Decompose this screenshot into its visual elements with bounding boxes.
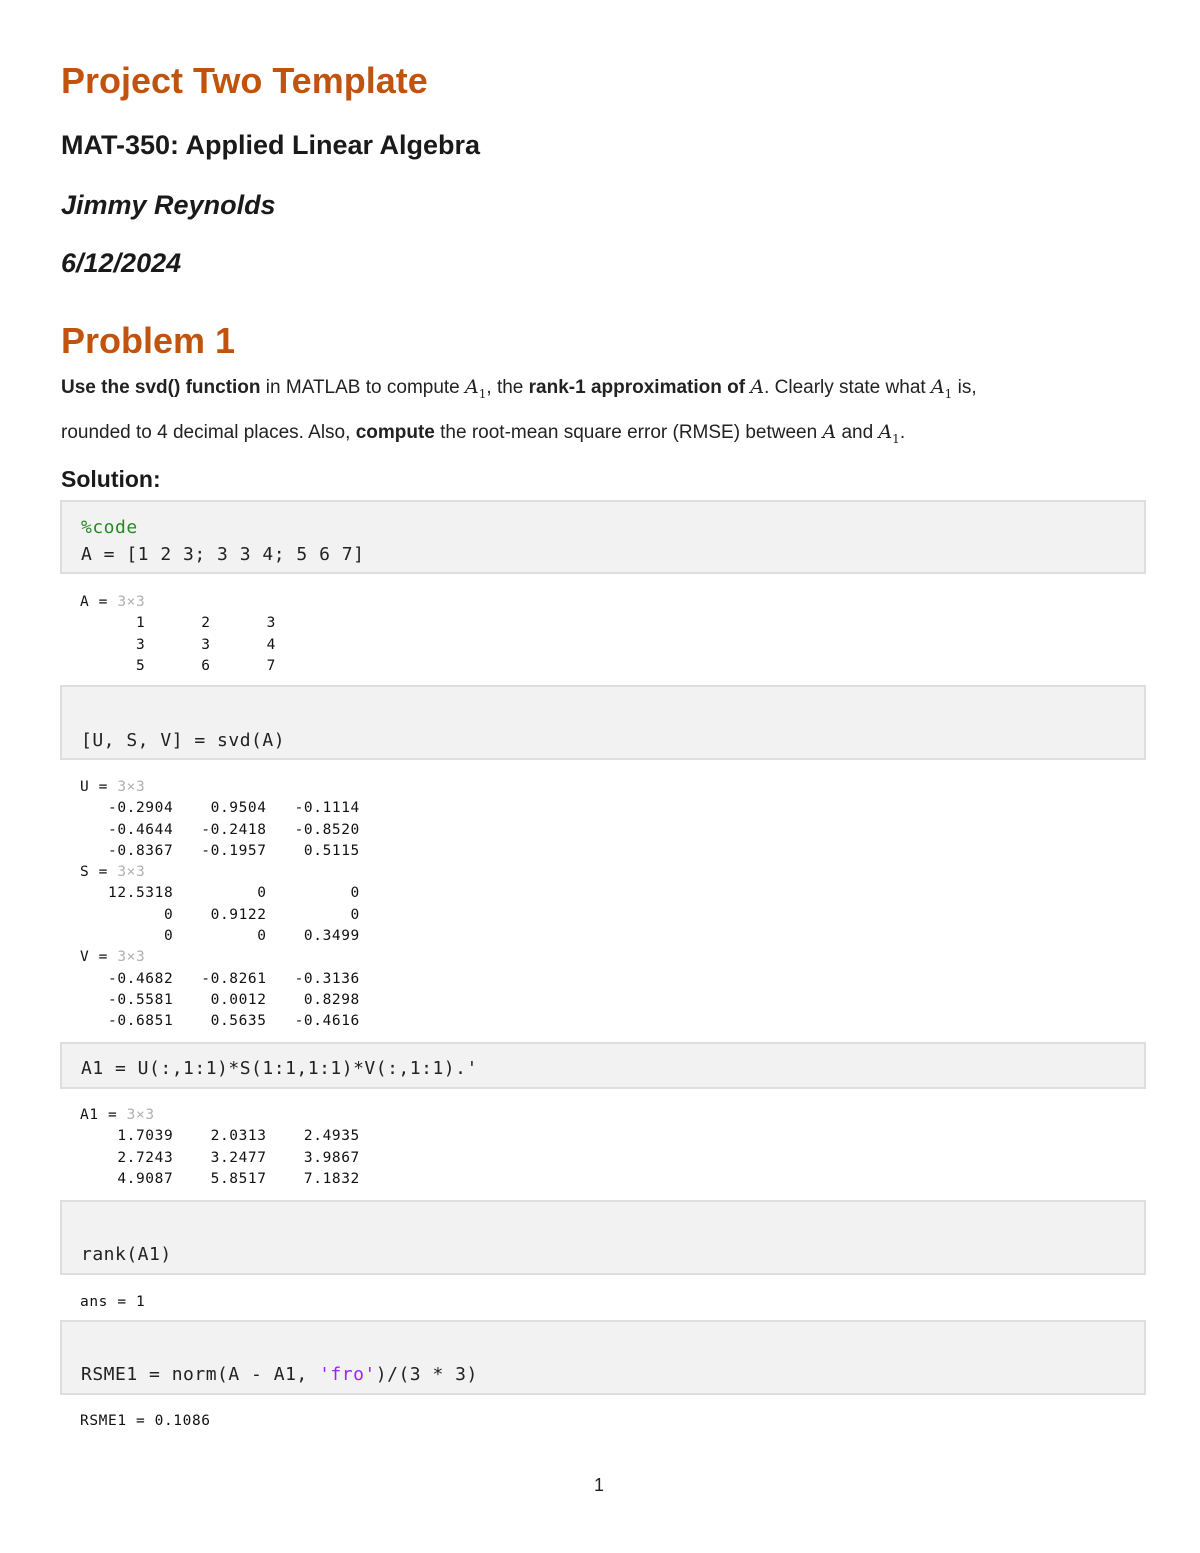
code-cell-svd[interactable] [60, 685, 1146, 760]
document-title: Project Two Template [61, 60, 428, 101]
math-a: A [750, 376, 765, 398]
code-line: [U, S, V] = svd(A) [81, 730, 286, 751]
code-string: 'fro' [319, 1364, 376, 1385]
code-cell-rmse[interactable] [60, 1320, 1146, 1395]
math-symbol: A [878, 420, 893, 443]
output-label: A1 = [80, 1107, 127, 1123]
matrix-row: -0.8367 -0.1957 0.5115 [80, 842, 360, 859]
code-text: )/(3 * 3) [375, 1364, 478, 1385]
output-matrix-a1 [80, 1105, 360, 1190]
output-dims: 3×3 [117, 779, 146, 795]
math-a1 [878, 420, 900, 446]
math-a: A [822, 420, 837, 443]
bold-text: Use the svd() function [61, 377, 261, 398]
output-matrix-a [80, 592, 276, 677]
matrix-row: 0 0 0.3499 [80, 928, 360, 945]
math-subscript: 1 [944, 386, 953, 401]
matrix-row: -0.4682 -0.8261 -0.3136 [80, 970, 360, 987]
matrix-row: 1 2 3 [80, 615, 276, 632]
text: . [899, 421, 906, 443]
output-rmse: RSME1 = 0.1086 [80, 1413, 211, 1429]
problem-statement [61, 368, 1151, 458]
code-comment: %code [81, 517, 138, 538]
course-name: MAT-350: Applied Linear Algebra [61, 130, 481, 160]
text: and [836, 421, 879, 443]
code-line: rank(A1) [81, 1244, 172, 1265]
bold-text: compute [355, 421, 435, 443]
matrix-row: 2.7243 3.2477 3.9867 [80, 1149, 360, 1166]
text: in MATLAB to compute [260, 377, 466, 398]
matrix-row: 3 3 4 [80, 636, 276, 653]
code-line [81, 1364, 478, 1385]
output-dims: 3×3 [117, 949, 146, 966]
code-cell-rank1-approx[interactable] [60, 1042, 1146, 1089]
problem-heading: Problem 1 [61, 320, 236, 361]
text: the root-mean square error (RMSE) between [434, 421, 823, 443]
code-cell-rank[interactable] [60, 1200, 1146, 1275]
matrix-row: 12.5318 0 0 [80, 885, 360, 902]
output-svd-matrices [80, 777, 360, 1033]
math-a1 [465, 376, 487, 401]
page-number: 1 [594, 1475, 605, 1495]
output-label: U = [80, 779, 118, 795]
code-text: RSME1 = norm(A - A1, [81, 1364, 320, 1385]
math-subscript: 1 [478, 386, 487, 401]
matrix-row: 4.9087 5.8517 7.1832 [80, 1170, 360, 1187]
author-name: Jimmy Reynolds [61, 190, 276, 220]
text: . Clearly state what [764, 377, 931, 398]
output-label: S = [80, 864, 118, 881]
text: rounded to 4 decimal places. Also, [61, 421, 356, 443]
code-line: A1 = U(:,1:1)*S(1:1,1:1)*V(:,1:1).' [81, 1058, 478, 1079]
output-label: A = [80, 594, 118, 610]
math-symbol: A [930, 376, 945, 398]
output-rank: ans = 1 [80, 1294, 146, 1310]
matrix-row: -0.2904 0.9504 -0.1114 [80, 800, 360, 817]
output-dims: 3×3 [126, 1107, 155, 1123]
solution-label: Solution: [61, 466, 161, 492]
math-subscript: 1 [892, 431, 900, 446]
problem-line-2 [61, 413, 1151, 458]
problem-line-1 [61, 368, 1151, 413]
matrix-row: 1.7039 2.0313 2.4935 [80, 1128, 360, 1145]
math-symbol: A [465, 376, 479, 398]
matrix-row: -0.4644 -0.2418 -0.8520 [80, 821, 360, 838]
document-date: 6/12/2024 [61, 248, 182, 278]
matrix-row: 5 6 7 [80, 657, 276, 674]
output-dims: 3×3 [117, 864, 146, 881]
code-cell-define-a[interactable] [60, 500, 1146, 574]
output-label: V = [80, 949, 118, 966]
output-dims: 3×3 [117, 594, 146, 610]
matrix-row: 0 0.9122 0 [80, 906, 360, 923]
math-a1 [930, 376, 953, 401]
matrix-row: -0.5581 0.0012 0.8298 [80, 991, 360, 1008]
code-line: A = [1 2 3; 3 3 4; 5 6 7] [81, 544, 365, 565]
text: , the [486, 377, 529, 398]
matrix-row: -0.6851 0.5635 -0.4616 [80, 1013, 360, 1030]
bold-text: rank-1 approximation of [528, 377, 751, 398]
text: is, [952, 377, 977, 398]
